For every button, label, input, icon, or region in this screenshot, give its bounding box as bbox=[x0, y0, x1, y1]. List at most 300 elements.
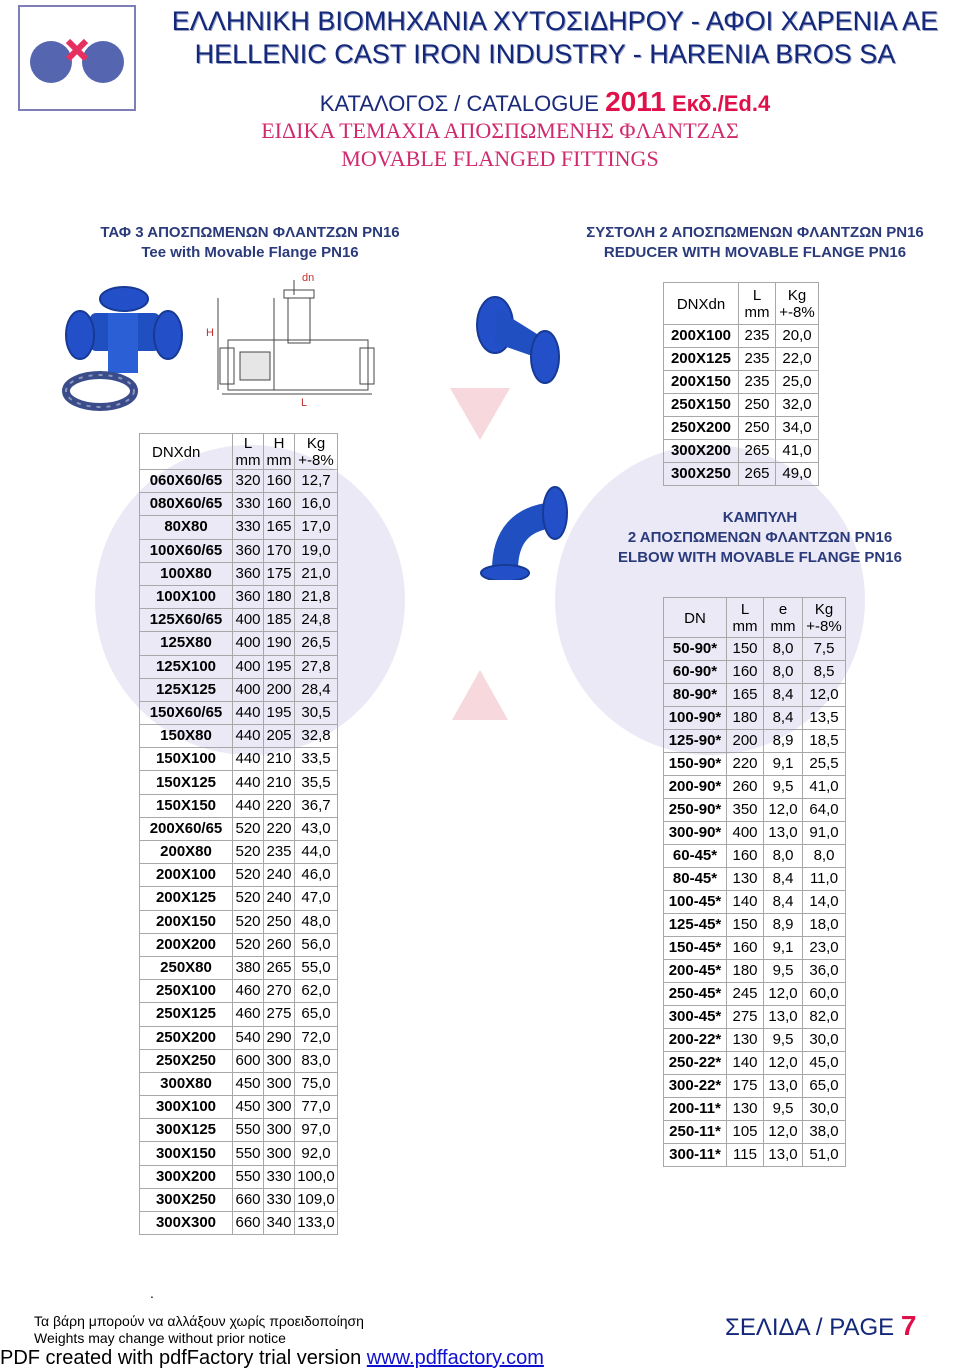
tee-code-cell: 150X60/65 bbox=[140, 701, 233, 724]
elbow-value-cell: 350 bbox=[727, 799, 764, 822]
reducer-table-container bbox=[663, 282, 819, 486]
tee-value-cell: 300 bbox=[264, 1142, 295, 1165]
tee-code-cell: 250X80 bbox=[140, 956, 233, 979]
elbow-code-cell: 100-45* bbox=[664, 891, 727, 914]
tee-value-cell: 330 bbox=[264, 1188, 295, 1211]
tee-value-cell: 660 bbox=[233, 1212, 264, 1235]
elbow-value-cell: 8,4 bbox=[764, 707, 803, 730]
tee-code-cell: 200X80 bbox=[140, 841, 233, 864]
elbow-title-line1: ΚΑΜΠΥΛΗ bbox=[722, 509, 798, 526]
elbow-value-cell: 200 bbox=[727, 730, 764, 753]
tee-value-cell: 440 bbox=[233, 748, 264, 771]
tee-value-cell: 185 bbox=[264, 609, 295, 632]
elbow-value-cell: 220 bbox=[727, 753, 764, 776]
elbow-value-cell: 30,0 bbox=[803, 1029, 846, 1052]
tee-row bbox=[140, 655, 338, 678]
tee-row bbox=[140, 771, 338, 794]
elbow-value-cell: 60,0 bbox=[803, 983, 846, 1006]
elbow-code-cell: 50-90* bbox=[664, 638, 727, 661]
tee-value-cell: 32,8 bbox=[295, 725, 338, 748]
tee-row bbox=[140, 1049, 338, 1072]
tee-value-cell: 300 bbox=[264, 1119, 295, 1142]
tee-value-cell: 16,0 bbox=[295, 493, 338, 516]
elbow-value-cell: 8,9 bbox=[764, 914, 803, 937]
tee-value-cell: 330 bbox=[233, 493, 264, 516]
reducer-value-cell: 22,0 bbox=[776, 348, 819, 371]
elbow-value-cell: 130 bbox=[727, 1029, 764, 1052]
reducer-product-image bbox=[475, 295, 565, 395]
elbow-code-cell: 80-45* bbox=[664, 868, 727, 891]
elbow-row bbox=[664, 1029, 846, 1052]
reducer-value-cell: 20,0 bbox=[776, 325, 819, 348]
elbow-value-cell: 9,1 bbox=[764, 937, 803, 960]
elbow-code-cell: 250-22* bbox=[664, 1052, 727, 1075]
elbow-value-cell: 130 bbox=[727, 868, 764, 891]
tee-row bbox=[140, 1188, 338, 1211]
reducer-value-cell: 41,0 bbox=[776, 440, 819, 463]
tee-value-cell: 19,0 bbox=[295, 539, 338, 562]
tee-code-cell: 125X100 bbox=[140, 655, 233, 678]
elbow-value-cell: 165 bbox=[727, 684, 764, 707]
elbow-value-cell: 7,5 bbox=[803, 638, 846, 661]
tee-value-cell: 43,0 bbox=[295, 817, 338, 840]
tee-value-cell: 550 bbox=[233, 1119, 264, 1142]
tee-header-kg: Kg +-8% bbox=[295, 434, 338, 470]
elbow-code-cell: 200-90* bbox=[664, 776, 727, 799]
tee-value-cell: 160 bbox=[264, 493, 295, 516]
tee-value-cell: 56,0 bbox=[295, 933, 338, 956]
elbow-value-cell: 150 bbox=[727, 914, 764, 937]
tee-value-cell: 65,0 bbox=[295, 1003, 338, 1026]
reducer-row bbox=[664, 463, 819, 486]
elbow-value-cell: 105 bbox=[727, 1121, 764, 1144]
tee-product-image bbox=[60, 283, 185, 428]
tee-row bbox=[140, 632, 338, 655]
reducer-row bbox=[664, 348, 819, 371]
tee-value-cell: 275 bbox=[264, 1003, 295, 1026]
tee-value-cell: 330 bbox=[233, 516, 264, 539]
tee-value-cell: 550 bbox=[233, 1142, 264, 1165]
reducer-row bbox=[664, 417, 819, 440]
reducer-title bbox=[545, 223, 960, 263]
tee-code-cell: 150X125 bbox=[140, 771, 233, 794]
tee-value-cell: 190 bbox=[264, 632, 295, 655]
tee-value-cell: 36,7 bbox=[295, 794, 338, 817]
tee-row bbox=[140, 1142, 338, 1165]
tee-value-cell: 360 bbox=[233, 539, 264, 562]
tee-value-cell: 21,8 bbox=[295, 585, 338, 608]
tee-value-cell: 170 bbox=[264, 539, 295, 562]
tee-value-cell: 47,0 bbox=[295, 887, 338, 910]
elbow-value-cell: 65,0 bbox=[803, 1075, 846, 1098]
tee-value-cell: 26,5 bbox=[295, 632, 338, 655]
tee-row bbox=[140, 1165, 338, 1188]
elbow-header-kg: Kg +-8% bbox=[803, 598, 846, 638]
tee-value-cell: 400 bbox=[233, 655, 264, 678]
tee-value-cell: 109,0 bbox=[295, 1188, 338, 1211]
tee-code-cell: 100X80 bbox=[140, 562, 233, 585]
tee-value-cell: 12,7 bbox=[295, 470, 338, 493]
tee-row bbox=[140, 725, 338, 748]
tee-value-cell: 100,0 bbox=[295, 1165, 338, 1188]
tee-value-cell: 83,0 bbox=[295, 1049, 338, 1072]
elbow-row bbox=[664, 1006, 846, 1029]
tee-value-cell: 27,8 bbox=[295, 655, 338, 678]
elbow-table bbox=[663, 597, 846, 1167]
tee-value-cell: 160 bbox=[264, 470, 295, 493]
tee-value-cell: 360 bbox=[233, 585, 264, 608]
elbow-row bbox=[664, 1121, 846, 1144]
elbow-value-cell: 18,5 bbox=[803, 730, 846, 753]
footer-dot: . bbox=[150, 1285, 154, 1301]
tee-value-cell: 240 bbox=[264, 864, 295, 887]
tee-value-cell: 380 bbox=[233, 956, 264, 979]
reducer-header-l: L mm bbox=[739, 283, 776, 325]
elbow-value-cell: 9,1 bbox=[764, 753, 803, 776]
elbow-value-cell: 91,0 bbox=[803, 822, 846, 845]
pdf-factory-link[interactable]: www.pdffactory.com bbox=[366, 1347, 544, 1369]
tee-value-cell: 540 bbox=[233, 1026, 264, 1049]
reducer-value-cell: 265 bbox=[739, 440, 776, 463]
elbow-value-cell: 13,5 bbox=[803, 707, 846, 730]
tee-value-cell: 210 bbox=[264, 748, 295, 771]
tee-code-cell: 250X100 bbox=[140, 980, 233, 1003]
elbow-row bbox=[664, 937, 846, 960]
elbow-value-cell: 12,0 bbox=[764, 983, 803, 1006]
tee-code-cell: 150X100 bbox=[140, 748, 233, 771]
drawing-label-dn: dn bbox=[302, 272, 315, 284]
elbow-code-cell: 300-45* bbox=[664, 1006, 727, 1029]
tee-value-cell: 17,0 bbox=[295, 516, 338, 539]
elbow-value-cell: 14,0 bbox=[803, 891, 846, 914]
pdf-credit-text: PDF created with pdfFactory trial version bbox=[0, 1347, 367, 1369]
tee-code-cell: 200X100 bbox=[140, 864, 233, 887]
elbow-value-cell: 140 bbox=[727, 1052, 764, 1075]
tee-row bbox=[140, 1119, 338, 1142]
tee-value-cell: 520 bbox=[233, 910, 264, 933]
tee-code-cell: 100X100 bbox=[140, 585, 233, 608]
elbow-code-cell: 300-90* bbox=[664, 822, 727, 845]
elbow-value-cell: 115 bbox=[727, 1144, 764, 1167]
elbow-value-cell: 9,5 bbox=[764, 776, 803, 799]
tee-value-cell: 300 bbox=[264, 1096, 295, 1119]
tee-value-cell: 220 bbox=[264, 794, 295, 817]
elbow-value-cell: 13,0 bbox=[764, 1006, 803, 1029]
tee-value-cell: 24,8 bbox=[295, 609, 338, 632]
elbow-value-cell: 9,5 bbox=[764, 960, 803, 983]
elbow-code-cell: 200-22* bbox=[664, 1029, 727, 1052]
tee-value-cell: 330 bbox=[264, 1165, 295, 1188]
elbow-row bbox=[664, 730, 846, 753]
tee-value-cell: 200 bbox=[264, 678, 295, 701]
elbow-row bbox=[664, 868, 846, 891]
tee-header-l: L mm bbox=[233, 434, 264, 470]
tee-row bbox=[140, 701, 338, 724]
tee-value-cell: 520 bbox=[233, 817, 264, 840]
tee-value-cell: 400 bbox=[233, 609, 264, 632]
elbow-value-cell: 12,0 bbox=[764, 799, 803, 822]
tee-value-cell: 30,5 bbox=[295, 701, 338, 724]
tee-row bbox=[140, 678, 338, 701]
elbow-value-cell: 30,0 bbox=[803, 1098, 846, 1121]
tee-value-cell: 210 bbox=[264, 771, 295, 794]
elbow-code-cell: 250-11* bbox=[664, 1121, 727, 1144]
elbow-code-cell: 300-22* bbox=[664, 1075, 727, 1098]
reducer-value-cell: 250 bbox=[739, 394, 776, 417]
tee-code-cell: 125X80 bbox=[140, 632, 233, 655]
elbow-title bbox=[560, 508, 960, 568]
page-label: ΣΕΛΙΔΑ / PAGE bbox=[725, 1314, 895, 1341]
reducer-value-cell: 250 bbox=[739, 417, 776, 440]
tee-title-greek: ΤΑΦ 3 ΑΠΟΣΠΩΜΕΝΩΝ ΦΛΑΝΤΖΩΝ PN16 bbox=[100, 224, 400, 241]
page-indicator bbox=[725, 1310, 916, 1342]
elbow-value-cell: 11,0 bbox=[803, 868, 846, 891]
tee-code-cell: 300X300 bbox=[140, 1212, 233, 1235]
reducer-code-cell: 300X200 bbox=[664, 440, 739, 463]
elbow-value-cell: 38,0 bbox=[803, 1121, 846, 1144]
elbow-value-cell: 36,0 bbox=[803, 960, 846, 983]
tee-value-cell: 520 bbox=[233, 887, 264, 910]
elbow-value-cell: 160 bbox=[727, 661, 764, 684]
elbow-title-greek: 2 ΑΠΟΣΠΩΜΕΝΩΝ ΦΛΑΝΤΖΩΝ PN16 bbox=[627, 529, 893, 546]
elbow-code-cell: 250-45* bbox=[664, 983, 727, 1006]
tee-value-cell: 290 bbox=[264, 1026, 295, 1049]
elbow-value-cell: 8,5 bbox=[803, 661, 846, 684]
tee-value-cell: 195 bbox=[264, 701, 295, 724]
tee-value-cell: 520 bbox=[233, 933, 264, 956]
elbow-value-cell: 12,0 bbox=[764, 1052, 803, 1075]
elbow-code-cell: 250-90* bbox=[664, 799, 727, 822]
elbow-value-cell: 8,0 bbox=[764, 845, 803, 868]
elbow-value-cell: 175 bbox=[727, 1075, 764, 1098]
elbow-row bbox=[664, 753, 846, 776]
reducer-value-cell: 25,0 bbox=[776, 371, 819, 394]
tee-code-cell: 300X250 bbox=[140, 1188, 233, 1211]
tee-row bbox=[140, 910, 338, 933]
reducer-title-greek: ΣΥΣΤΟΛΗ 2 ΑΠΟΣΠΩΜΕΝΩΝ ΦΛΑΝΤΖΩΝ PN16 bbox=[586, 224, 924, 241]
elbow-row bbox=[664, 960, 846, 983]
tee-value-cell: 48,0 bbox=[295, 910, 338, 933]
reducer-code-cell: 200X100 bbox=[664, 325, 739, 348]
elbow-code-cell: 300-11* bbox=[664, 1144, 727, 1167]
reducer-value-cell: 235 bbox=[739, 325, 776, 348]
elbow-value-cell: 8,9 bbox=[764, 730, 803, 753]
elbow-value-cell: 150 bbox=[727, 638, 764, 661]
elbow-row bbox=[664, 707, 846, 730]
elbow-row bbox=[664, 822, 846, 845]
elbow-value-cell: 9,5 bbox=[764, 1029, 803, 1052]
tee-row bbox=[140, 841, 338, 864]
reducer-code-cell: 200X125 bbox=[664, 348, 739, 371]
tee-value-cell: 550 bbox=[233, 1165, 264, 1188]
elbow-value-cell: 13,0 bbox=[764, 822, 803, 845]
elbow-code-cell: 150-45* bbox=[664, 937, 727, 960]
tee-code-cell: 250X125 bbox=[140, 1003, 233, 1026]
elbow-value-cell: 180 bbox=[727, 707, 764, 730]
tee-row bbox=[140, 562, 338, 585]
elbow-row bbox=[664, 1144, 846, 1167]
reducer-code-cell: 250X150 bbox=[664, 394, 739, 417]
tee-code-cell: 125X60/65 bbox=[140, 609, 233, 632]
elbow-code-cell: 60-90* bbox=[664, 661, 727, 684]
reducer-table bbox=[663, 282, 819, 486]
tee-value-cell: 28,4 bbox=[295, 678, 338, 701]
tee-value-cell: 75,0 bbox=[295, 1072, 338, 1095]
tee-row bbox=[140, 1212, 338, 1235]
reducer-row bbox=[664, 394, 819, 417]
tee-row bbox=[140, 1072, 338, 1095]
tee-value-cell: 240 bbox=[264, 887, 295, 910]
reducer-value-cell: 235 bbox=[739, 348, 776, 371]
tee-row bbox=[140, 748, 338, 771]
tee-code-cell: 100X60/65 bbox=[140, 539, 233, 562]
tee-value-cell: 320 bbox=[233, 470, 264, 493]
tee-row bbox=[140, 933, 338, 956]
elbow-row bbox=[664, 684, 846, 707]
elbow-value-cell: 160 bbox=[727, 937, 764, 960]
tee-value-cell: 35,5 bbox=[295, 771, 338, 794]
elbow-value-cell: 8,0 bbox=[803, 845, 846, 868]
tee-value-cell: 133,0 bbox=[295, 1212, 338, 1235]
tee-value-cell: 250 bbox=[264, 910, 295, 933]
tee-code-cell: 060X60/65 bbox=[140, 470, 233, 493]
tee-code-cell: 300X200 bbox=[140, 1165, 233, 1188]
tee-row bbox=[140, 1003, 338, 1026]
tee-code-cell: 300X125 bbox=[140, 1119, 233, 1142]
reducer-value-cell: 34,0 bbox=[776, 417, 819, 440]
elbow-value-cell: 8,4 bbox=[764, 891, 803, 914]
elbow-header-l: L mm bbox=[727, 598, 764, 638]
tee-title bbox=[40, 223, 460, 263]
weights-note-english: Weights may change without prior notice bbox=[34, 1330, 286, 1346]
tee-value-cell: 33,5 bbox=[295, 748, 338, 771]
elbow-table-container bbox=[663, 597, 846, 1167]
catalogue-edition-en: /Ed.4 bbox=[717, 91, 771, 116]
tee-value-cell: 440 bbox=[233, 701, 264, 724]
company-name-english: HELLENIC CAST IRON INDUSTRY - HARENIA BROS SA bbox=[194, 39, 896, 69]
elbow-header-code: DN bbox=[664, 598, 727, 638]
elbow-row bbox=[664, 1075, 846, 1098]
tee-row bbox=[140, 817, 338, 840]
elbow-row bbox=[664, 845, 846, 868]
tee-header-code: DNXdn bbox=[140, 434, 233, 470]
reducer-value-cell: 235 bbox=[739, 371, 776, 394]
tee-code-cell: 150X150 bbox=[140, 794, 233, 817]
tee-code-cell: 200X60/65 bbox=[140, 817, 233, 840]
tee-row bbox=[140, 539, 338, 562]
reducer-header-kg: Kg +-8% bbox=[776, 283, 819, 325]
tee-value-cell: 62,0 bbox=[295, 980, 338, 1003]
tee-value-cell: 460 bbox=[233, 1003, 264, 1026]
elbow-row bbox=[664, 638, 846, 661]
elbow-row bbox=[664, 1052, 846, 1075]
elbow-product-image bbox=[475, 485, 570, 580]
tee-row bbox=[140, 887, 338, 910]
drawing-label-h: H bbox=[206, 327, 214, 339]
tee-row bbox=[140, 493, 338, 516]
elbow-code-cell: 60-45* bbox=[664, 845, 727, 868]
reducer-row bbox=[664, 440, 819, 463]
elbow-code-cell: 100-90* bbox=[664, 707, 727, 730]
elbow-row bbox=[664, 1098, 846, 1121]
elbow-row bbox=[664, 891, 846, 914]
reducer-title-english: REDUCER WITH MOVABLE FLANGE PN16 bbox=[603, 244, 907, 261]
elbow-value-cell: 275 bbox=[727, 1006, 764, 1029]
tee-value-cell: 450 bbox=[233, 1096, 264, 1119]
tee-code-cell: 300X150 bbox=[140, 1142, 233, 1165]
tee-value-cell: 660 bbox=[233, 1188, 264, 1211]
tee-row bbox=[140, 794, 338, 817]
elbow-code-cell: 125-90* bbox=[664, 730, 727, 753]
reducer-value-cell: 49,0 bbox=[776, 463, 819, 486]
tee-value-cell: 520 bbox=[233, 841, 264, 864]
company-logo bbox=[18, 5, 136, 111]
tee-value-cell: 460 bbox=[233, 980, 264, 1003]
tee-code-cell: 80X80 bbox=[140, 516, 233, 539]
tee-row bbox=[140, 956, 338, 979]
reducer-code-cell: 200X150 bbox=[664, 371, 739, 394]
tee-value-cell: 440 bbox=[233, 725, 264, 748]
elbow-value-cell: 245 bbox=[727, 983, 764, 1006]
elbow-code-cell: 150-90* bbox=[664, 753, 727, 776]
tee-value-cell: 46,0 bbox=[295, 864, 338, 887]
tee-row bbox=[140, 1096, 338, 1119]
elbow-value-cell: 18,0 bbox=[803, 914, 846, 937]
elbow-value-cell: 140 bbox=[727, 891, 764, 914]
reducer-row bbox=[664, 325, 819, 348]
elbow-header-e: e mm bbox=[764, 598, 803, 638]
elbow-code-cell: 125-45* bbox=[664, 914, 727, 937]
tee-table bbox=[139, 433, 338, 1235]
tee-value-cell: 440 bbox=[233, 794, 264, 817]
elbow-row bbox=[664, 661, 846, 684]
tee-header-h: H mm bbox=[264, 434, 295, 470]
elbow-row bbox=[664, 983, 846, 1006]
elbow-value-cell: 260 bbox=[727, 776, 764, 799]
tee-value-cell: 400 bbox=[233, 678, 264, 701]
tee-technical-drawing bbox=[200, 270, 390, 410]
company-name-greek: ΕΛΛΗΝΙΚΗ ΒΙΟΜΗΧΑΝΙΑ ΧΥΤΟΣΙΔΗΡΟΥ - ΑΦΟΙ ΧΑΡΕΝΙΑ ΑΕ bbox=[171, 6, 939, 36]
watermark-triangles bbox=[380, 380, 580, 780]
elbow-value-cell: 400 bbox=[727, 822, 764, 845]
elbow-value-cell: 45,0 bbox=[803, 1052, 846, 1075]
tee-table-container bbox=[139, 433, 338, 1235]
catalogue-line bbox=[200, 86, 890, 118]
section-title-greek: ΕΙΔΙΚΑ ΤΕΜΑΧΙΑ ΑΠΟΣΠΩΜΕΝΗΣ ΦΛΑΝΤΖΑΣ bbox=[261, 118, 739, 143]
tee-value-cell: 21,0 bbox=[295, 562, 338, 585]
drawing-label-l: L bbox=[301, 397, 308, 409]
section-title-english: MOVABLE FLANGED FITTINGS bbox=[341, 146, 659, 171]
tee-value-cell: 260 bbox=[264, 933, 295, 956]
tee-value-cell: 340 bbox=[264, 1212, 295, 1235]
tee-code-cell: 300X100 bbox=[140, 1096, 233, 1119]
tee-value-cell: 92,0 bbox=[295, 1142, 338, 1165]
elbow-value-cell: 41,0 bbox=[803, 776, 846, 799]
tee-value-cell: 520 bbox=[233, 864, 264, 887]
pdf-credit bbox=[0, 1347, 544, 1370]
tee-code-cell: 125X125 bbox=[140, 678, 233, 701]
tee-row bbox=[140, 980, 338, 1003]
tee-value-cell: 195 bbox=[264, 655, 295, 678]
elbow-value-cell: 12,0 bbox=[764, 1121, 803, 1144]
reducer-code-cell: 300X250 bbox=[664, 463, 739, 486]
tee-value-cell: 300 bbox=[264, 1072, 295, 1095]
reducer-value-cell: 265 bbox=[739, 463, 776, 486]
tee-code-cell: 250X200 bbox=[140, 1026, 233, 1049]
elbow-code-cell: 200-45* bbox=[664, 960, 727, 983]
elbow-value-cell: 8,4 bbox=[764, 868, 803, 891]
tee-value-cell: 72,0 bbox=[295, 1026, 338, 1049]
